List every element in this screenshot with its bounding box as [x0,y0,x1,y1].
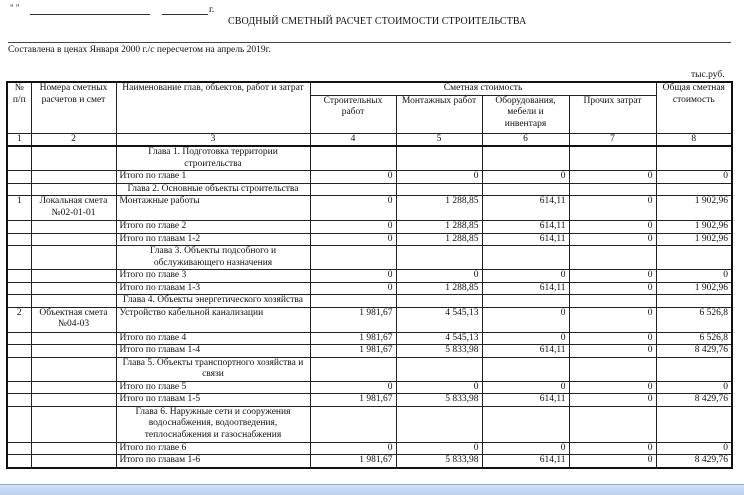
row-num: 2 [7,307,31,332]
cell-equipment: 614,11 [482,282,569,295]
date-year-blank [162,14,208,15]
cell-equipment [482,146,569,171]
cell-equipment [482,183,569,196]
cell-total [656,146,732,171]
cell-other: 0 [569,332,656,345]
cell-installation: 4 545,13 [396,307,482,332]
row-num [7,295,31,308]
row-name: Итого по главам 1-6 [116,455,310,468]
row-num [7,455,31,468]
cell-other: 0 [569,381,656,394]
cell-other: 0 [569,345,656,358]
subtotal-row [7,332,732,345]
chapter-row [7,406,732,442]
row-num [7,146,31,171]
cell-equipment: 614,11 [482,345,569,358]
cell-construction [310,246,396,270]
cell-total [656,406,732,442]
cell-other: 0 [569,455,656,468]
col-header-other: Прочих затрат [569,95,656,133]
row-num: 1 [7,196,31,221]
row-name: Итого по главам 1-4 [116,345,310,358]
row-num [7,381,31,394]
row-name: Итого по главе 6 [116,442,310,455]
row-estimate-ref [31,345,116,358]
row-estimate-ref [31,394,116,407]
row-num [7,183,31,196]
cell-total: 6 526,8 [656,307,732,332]
row-name: Глава 5. Объекты транспортного хозяйства и связи [116,357,310,381]
col-header-construction: Строительных работ [310,95,396,133]
cell-construction: 1 981,67 [310,332,396,345]
cell-construction [310,183,396,196]
cell-installation: 5 833,98 [396,345,482,358]
cell-installation: 5 833,98 [396,455,482,468]
row-estimate-ref [31,146,116,171]
table-row [7,307,732,332]
row-num [7,406,31,442]
window-bottom-bar [0,484,744,495]
cell-other: 0 [569,270,656,283]
cell-installation: 0 [396,171,482,184]
row-estimate-ref [31,357,116,381]
cell-installation: 0 [396,381,482,394]
chapter-row [7,146,732,171]
col-header-estimate-nums: Номера сметных расчетов и смет [31,82,116,133]
row-num [7,394,31,407]
col-header-cost-group: Сметная стоимость [310,82,656,95]
row-num [7,332,31,345]
row-num [7,233,31,246]
row-estimate-ref [31,171,116,184]
col-index: 6 [482,133,569,146]
col-index: 3 [116,133,310,146]
row-num [7,282,31,295]
cell-total [656,246,732,270]
cell-other: 0 [569,233,656,246]
subtotal-row [7,381,732,394]
subtotal-row [7,171,732,184]
cell-equipment [482,357,569,381]
row-num [7,171,31,184]
cell-installation: 0 [396,442,482,455]
row-num [7,270,31,283]
cell-installation: 1 288,85 [396,196,482,221]
cell-total: 1 902,96 [656,282,732,295]
row-estimate-ref [31,183,116,196]
cell-construction: 0 [310,442,396,455]
cell-equipment: 614,11 [482,196,569,221]
date-quotes: " " [10,3,20,13]
cell-equipment: 0 [482,332,569,345]
cell-construction: 0 [310,171,396,184]
row-estimate-ref [31,233,116,246]
table-row [7,196,732,221]
cell-other [569,246,656,270]
row-estimate-ref [31,406,116,442]
col-index: 8 [656,133,732,146]
estimate-table [6,81,733,469]
cell-installation [396,246,482,270]
row-estimate-ref [31,455,116,468]
cell-total: 6 526,8 [656,332,732,345]
col-header-equipment: Оборудования, мебели и инвентаря [482,95,569,133]
price-basis-note: Составлена в ценах Января 2000 г./с пересчетом на апрель 2019г. [8,45,271,55]
cell-installation: 0 [396,270,482,283]
row-name: Устройство кабельной канализации [116,307,310,332]
cell-equipment: 614,11 [482,233,569,246]
row-name: Глава 4. Объекты энергетического хозяйства [116,295,310,308]
cell-equipment: 614,11 [482,394,569,407]
cell-other [569,146,656,171]
row-num [7,442,31,455]
cell-total [656,357,732,381]
document-title: СВОДНЫЙ СМЕТНЫЙ РАСЧЕТ СТОИМОСТИ СТРОИТЕЛЬСТВА [228,16,527,27]
row-name: Глава 1. Подготовка территории строительства [116,146,310,171]
cell-construction: 0 [310,221,396,234]
cell-other: 0 [569,282,656,295]
row-estimate-ref: Объектная смета №04-03 [31,307,116,332]
chapter-row [7,183,732,196]
cell-installation [396,406,482,442]
cell-other: 0 [569,307,656,332]
units-label: тыс.руб. [691,70,725,80]
row-name: Итого по главам 1-2 [116,233,310,246]
subtotal-row [7,233,732,246]
cell-equipment [482,246,569,270]
col-index: 7 [569,133,656,146]
cell-total: 0 [656,442,732,455]
row-num [7,357,31,381]
row-name: Итого по главе 2 [116,221,310,234]
cell-construction: 0 [310,233,396,246]
subtotal-row [7,270,732,283]
row-name: Глава 6. Наружные сети и сооружения водоснабжения, водоотведения, теплоснабжения и газоснабжения [116,406,310,442]
row-name: Монтажные работы [116,196,310,221]
cell-equipment: 0 [482,307,569,332]
cell-construction [310,146,396,171]
subtotal-row [7,394,732,407]
subtotal-row [7,221,732,234]
cell-total: 8 429,76 [656,345,732,358]
row-name: Глава 2. Основные объекты строительства [116,183,310,196]
cell-installation: 1 288,85 [396,221,482,234]
cell-construction: 0 [310,196,396,221]
chapter-row [7,357,732,381]
cell-construction: 0 [310,282,396,295]
cell-other [569,357,656,381]
cell-installation: 1 288,85 [396,233,482,246]
cell-total: 0 [656,171,732,184]
cell-equipment: 614,11 [482,455,569,468]
subtotal-row [7,442,732,455]
row-estimate-ref [31,295,116,308]
row-name: Итого по главе 3 [116,270,310,283]
cell-construction: 1 981,67 [310,345,396,358]
row-estimate-ref [31,270,116,283]
cell-other [569,183,656,196]
year-suffix: г. [209,5,215,15]
cell-equipment: 0 [482,171,569,184]
col-index: 1 [7,133,31,146]
row-estimate-ref: Локальная смета №02-01-01 [31,196,116,221]
cell-equipment: 614,11 [482,221,569,234]
row-num [7,246,31,270]
cell-other: 0 [569,394,656,407]
row-num [7,221,31,234]
cell-other [569,295,656,308]
subtotal-row [7,345,732,358]
cell-installation: 1 288,85 [396,282,482,295]
cell-equipment: 0 [482,381,569,394]
row-name: Итого по главе 1 [116,171,310,184]
col-index: 2 [31,133,116,146]
cell-other [569,406,656,442]
col-header-num: № п/п [7,82,31,133]
cell-total: 0 [656,381,732,394]
col-header-installation: Монтажных работ [396,95,482,133]
cell-total: 8 429,76 [656,394,732,407]
cell-total: 1 902,96 [656,221,732,234]
cell-equipment: 0 [482,270,569,283]
cell-equipment [482,406,569,442]
chapter-row [7,246,732,270]
col-header-total: Общая сметная стоимость [656,82,732,133]
cell-construction [310,357,396,381]
row-estimate-ref [31,246,116,270]
row-estimate-ref [31,282,116,295]
cell-total [656,183,732,196]
subtotal-row [7,455,732,468]
col-index: 5 [396,133,482,146]
cell-construction [310,295,396,308]
date-day-month-blank [30,14,150,15]
row-num [7,345,31,358]
cell-other: 0 [569,196,656,221]
divider [8,42,731,43]
cell-other: 0 [569,171,656,184]
cell-total [656,295,732,308]
row-estimate-ref [31,221,116,234]
cell-other: 0 [569,442,656,455]
cell-installation [396,183,482,196]
cell-total: 8 429,76 [656,455,732,468]
row-estimate-ref [31,332,116,345]
cell-construction [310,406,396,442]
cell-total: 0 [656,270,732,283]
row-name: Итого по главам 1-3 [116,282,310,295]
row-name: Итого по главам 1-5 [116,394,310,407]
cell-installation: 5 833,98 [396,394,482,407]
col-header-name: Наименование глав, объектов, работ и затрат [116,82,310,133]
cell-other: 0 [569,221,656,234]
chapter-row [7,295,732,308]
cell-total: 1 902,96 [656,233,732,246]
cell-installation: 4 545,13 [396,332,482,345]
row-estimate-ref [31,381,116,394]
cell-installation [396,146,482,171]
row-name: Итого по главе 5 [116,381,310,394]
cell-construction: 1 981,67 [310,455,396,468]
cell-construction: 0 [310,270,396,283]
subtotal-row [7,282,732,295]
row-name: Итого по главе 4 [116,332,310,345]
cell-construction: 1 981,67 [310,394,396,407]
cell-total: 1 902,96 [656,196,732,221]
cell-installation [396,357,482,381]
col-index: 4 [310,133,396,146]
row-name: Глава 3. Объекты подсобного и обслуживающего назначения [116,246,310,270]
cell-equipment [482,295,569,308]
row-estimate-ref [31,442,116,455]
cell-installation [396,295,482,308]
cell-equipment: 0 [482,442,569,455]
cell-construction: 1 981,67 [310,307,396,332]
cell-construction: 0 [310,381,396,394]
